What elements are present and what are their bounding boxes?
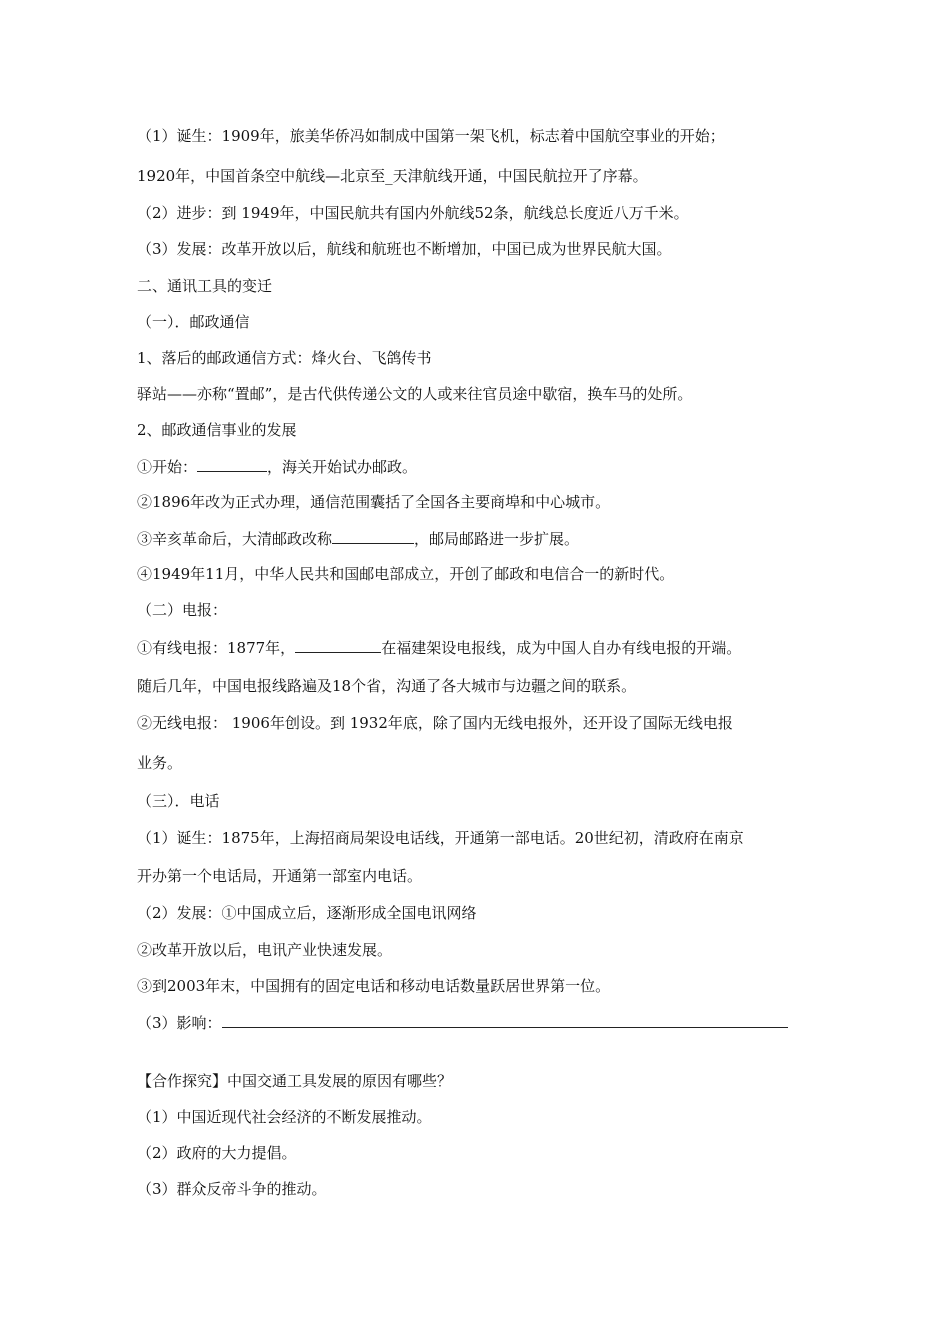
text-line: ④1949年11月，中华人民共和国邮电部成立，开创了邮政和电信合一的新时代。 [137,565,675,583]
text-line: 2、邮政通信事业的发展 [137,421,297,439]
fill-in-line [137,637,827,658]
text-segment: 在福建架设电报线，成为中国人自办有线电报的开端。 [381,639,742,657]
text-line: （2）进步：到 1949年，中国民航共有国内外航线52条，航线总长度近八万千米。 [137,204,689,222]
text-line: 1920年，中国首条空中航线—北京至_天津航线开通，中国民航拉开了序幕。 [137,167,648,185]
section-heading: 【合作探究】中国交通工具发展的原因有哪些？ [137,1072,453,1090]
text-line: 随后几年，中国电报线路遍及18个省，沟通了各大城市与边疆之间的联系。 [137,677,637,695]
text-line: 驿站——亦称“置邮”，是古代供传递公文的人或来往官员途中歇宿，换车马的处所。 [137,385,693,403]
text-line: 1、落后的邮政通信方式：烽火台、飞鸽传书 [137,349,432,367]
text-line: （3）群众反帝斗争的推动。 [137,1180,327,1198]
section-heading: 二、通讯工具的变迁 [137,277,273,295]
text-line: （2）发展：①中国成立后，逐渐形成全国电讯网络 [137,904,477,922]
text-line: ②1896年改为正式办理，通信范围囊括了全国各主要商埠和中心城市。 [137,493,611,511]
text-segment: ③辛亥革命后，大清邮政改称 [137,530,333,548]
text-line: ③到2003年末，中国拥有的固定电话和移动电话数量跃居世界第一位。 [137,977,611,995]
fill-in-line [137,456,827,477]
answer-blank[interactable] [222,1012,788,1028]
text-line: （1）诞生：1875年，上海招商局架设电话线，开通第一部电话。20世纪初，清政府在南京 [137,829,744,847]
text-line: （3）发展：改革开放以后，航线和航班也不断增加，中国已成为世界民航大国。 [137,240,672,258]
text-segment: ，海关开始试办邮政。 [267,458,418,476]
text-line: ②改革开放以后，电讯产业快速发展。 [137,941,393,959]
answer-blank[interactable] [332,528,414,544]
fill-in-line [137,528,827,549]
subsection-heading: （一）．邮政通信 [137,313,250,331]
text-segment: （3）影响： [137,1014,222,1032]
text-segment: ①有线电报：1877年， [137,639,296,657]
text-segment: ，邮局邮路进一步扩展。 [414,530,580,548]
text-line: （1）诞生：1909年，旅美华侨冯如制成中国第一架飞机，标志着中国航空事业的开始； [137,127,725,145]
answer-blank[interactable] [197,456,267,472]
subsection-heading: （二）电报： [137,601,228,619]
answer-blank[interactable] [295,637,381,653]
text-line: 业务。 [137,754,183,772]
text-line: 开办第一个电话局，开通第一部室内电话。 [137,867,423,885]
fill-in-line [137,1012,827,1033]
text-line: （2）政府的大力提倡。 [137,1144,297,1162]
subsection-heading: （三）．电话 [137,792,220,810]
text-segment: ①开始： [137,458,198,476]
text-line: （1）中国近现代社会经济的不断发展推动。 [137,1108,432,1126]
text-line: ②无线电报： 1906年创设。到 1932年底，除了国内无线电报外，还开设了国际无线电报 [137,714,733,732]
